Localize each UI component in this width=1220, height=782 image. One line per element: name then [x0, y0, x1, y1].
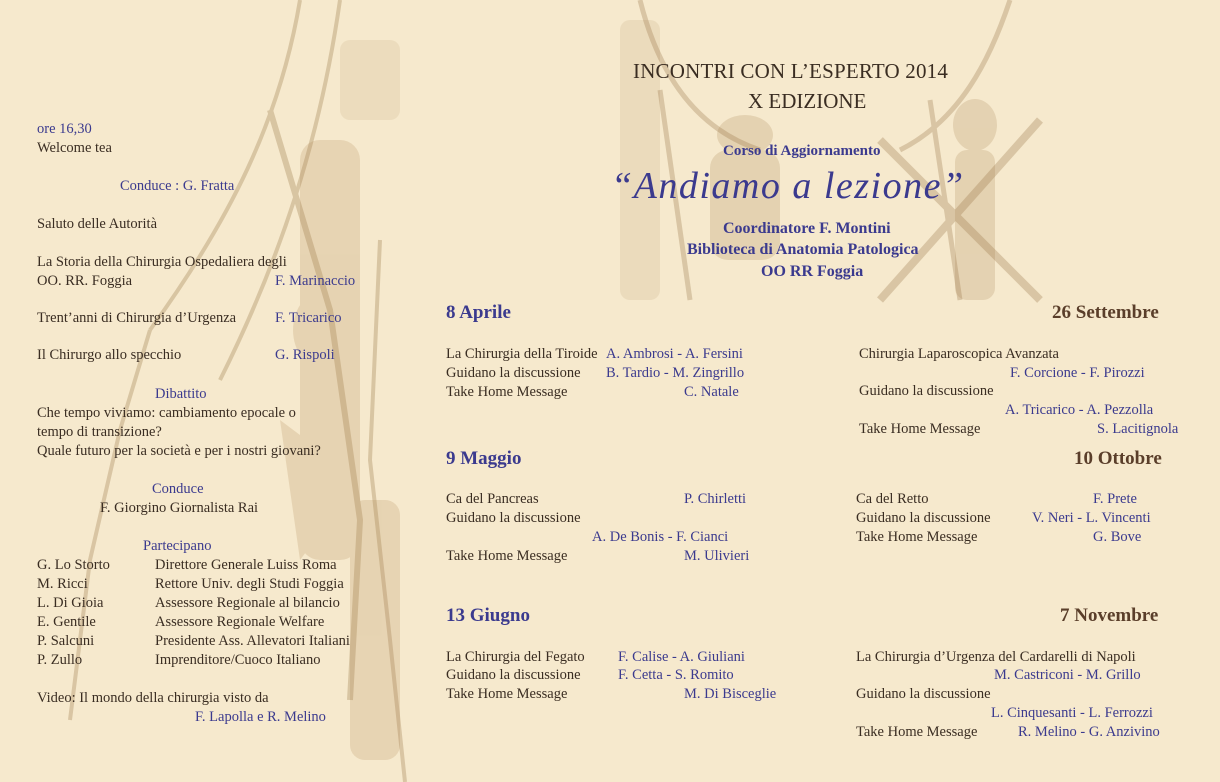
- participant-name: G. Lo Storto: [37, 557, 110, 573]
- session-topic: Ca del Retto: [856, 491, 929, 507]
- session-date: 13 Giugno: [446, 605, 530, 626]
- session-topic: Ca del Pancreas: [446, 491, 539, 507]
- corso-subtitle: Corso di Aggiornamento: [723, 143, 881, 159]
- session-guidano-names: V. Neri - L. Vincenti: [1032, 510, 1151, 526]
- debate-question-line3: Quale futuro per la società e per i nostri giovani?: [37, 443, 321, 459]
- storia-speaker: F. Marinaccio: [275, 273, 356, 289]
- session-date: 9 Maggio: [446, 448, 522, 469]
- session-thm-label: Take Home Message: [446, 548, 568, 564]
- session-date: 10 Ottobre: [1074, 448, 1162, 469]
- session-guidano-label: Guidano la discussione: [446, 667, 581, 683]
- video-title: Video: Il mondo della chirurgia visto da: [37, 690, 269, 706]
- main-title: INCONTRI CON L’ESPERTO 2014: [633, 59, 949, 83]
- session-guidano-label: Guidano la discussione: [859, 383, 994, 399]
- storia-title-line1: La Storia della Chirurgia Ospedaliera degli: [37, 254, 287, 270]
- moderator-giorgino: F. Giorgino Giornalista Rai: [100, 500, 259, 516]
- edition-title: X EDIZIONE: [748, 89, 867, 113]
- specchio-title: Il Chirurgo allo specchio: [37, 347, 182, 363]
- session-guidano-names: A. De Bonis - F. Cianci: [592, 529, 729, 545]
- session-guidano-label: Guidano la discussione: [856, 686, 991, 702]
- debate-question-line1: Che tempo viviamo: cambiamento epocale o: [37, 405, 296, 421]
- trentanni-title: Trent’anni di Chirurgia d’Urgenza: [37, 310, 237, 326]
- debate-question-line2: tempo di transizione?: [37, 424, 162, 440]
- session-guidano-label: Guidano la discussione: [446, 510, 581, 526]
- coordinator: Coordinatore F. Montini: [723, 220, 891, 237]
- participant-role: Assessore Regionale Welfare: [155, 614, 325, 630]
- session-guidano-names: F. Cetta - S. Romito: [618, 667, 734, 683]
- welcome-tea: Welcome tea: [37, 140, 112, 156]
- session-guidano-label: Guidano la discussione: [856, 510, 991, 526]
- session-topic: La Chirurgia della Tiroide: [446, 346, 598, 362]
- session-thm-name: C. Natale: [684, 384, 739, 400]
- trentanni-speaker: F. Tricarico: [275, 310, 342, 326]
- conduce-heading: Conduce: [152, 481, 204, 497]
- participant-role: Assessore Regionale al bilancio: [155, 595, 340, 611]
- saluto-autorita: Saluto delle Autorità: [37, 216, 158, 232]
- session-guidano-names: B. Tardio - M. Zingrillo: [606, 365, 745, 381]
- session-thm-label: Take Home Message: [446, 384, 568, 400]
- participant-role: Imprenditore/Cuoco Italiano: [155, 652, 321, 668]
- partecipano-heading: Partecipano: [143, 538, 212, 554]
- coordinator-location: OO RR Foggia: [761, 263, 864, 280]
- session-date: 26 Settembre: [1052, 302, 1159, 323]
- storia-title-line2: OO. RR. Foggia: [37, 273, 133, 289]
- session-speakers: F. Calise - A. Giuliani: [618, 649, 745, 665]
- session-topic: La Chirurgia d’Urgenza del Cardarelli di Napoli: [856, 649, 1136, 665]
- participant-role: Rettore Univ. degli Studi Foggia: [155, 576, 344, 592]
- session-date: 8 Aprile: [446, 302, 511, 323]
- session-topic: Chirurgia Laparoscopica Avanzata: [859, 346, 1059, 362]
- participant-name: P. Zullo: [37, 652, 83, 668]
- session-guidano-label: Guidano la discussione: [446, 365, 581, 381]
- video-authors: F. Lapolla e R. Melino: [195, 709, 326, 725]
- session-speakers: A. Ambrosi - A. Fersini: [606, 346, 743, 362]
- participant-name: L. Di Gioia: [37, 595, 104, 611]
- coordinator-library: Biblioteca di Anatomia Patologica: [687, 241, 919, 258]
- session-thm-label: Take Home Message: [856, 529, 978, 545]
- session-thm-name: G. Bove: [1093, 529, 1142, 545]
- session-topic: La Chirurgia del Fegato: [446, 649, 585, 665]
- session-thm-name: M. Di Bisceglie: [684, 686, 777, 702]
- specchio-speaker: G. Rispoli: [275, 347, 335, 363]
- session-speakers: P. Chirletti: [684, 491, 747, 507]
- event-time: ore 16,30: [37, 121, 92, 137]
- session-date: 7 Novembre: [1060, 605, 1159, 626]
- participant-role: Presidente Ass. Allevatori Italiani: [155, 633, 350, 649]
- session-thm-name: M. Ulivieri: [684, 548, 750, 564]
- participant-role: Direttore Generale Luiss Roma: [155, 557, 337, 573]
- session-guidano-names: A. Tricarico - A. Pezzolla: [1005, 402, 1154, 418]
- conduce-fratta: Conduce : G. Fratta: [120, 178, 235, 194]
- session-guidano-names: L. Cinquesanti - L. Ferrozzi: [991, 705, 1153, 721]
- andiamo-headline: “Andiamo a lezione”: [611, 165, 965, 207]
- session-speakers: F. Prete: [1093, 491, 1137, 507]
- session-thm-name: S. Lacitignola: [1097, 421, 1179, 437]
- session-speakers: M. Castriconi - M. Grillo: [994, 667, 1141, 683]
- session-thm-label: Take Home Message: [859, 421, 981, 437]
- participant-name: E. Gentile: [37, 614, 96, 630]
- participant-name: M. Ricci: [37, 576, 88, 592]
- session-speakers: F. Corcione - F. Pirozzi: [1010, 365, 1145, 381]
- session-thm-label: Take Home Message: [446, 686, 568, 702]
- session-thm-name: R. Melino - G. Anzivino: [1018, 724, 1160, 740]
- dibattito-heading: Dibattito: [155, 386, 207, 402]
- participant-name: P. Salcuni: [37, 633, 95, 649]
- session-thm-label: Take Home Message: [856, 724, 978, 740]
